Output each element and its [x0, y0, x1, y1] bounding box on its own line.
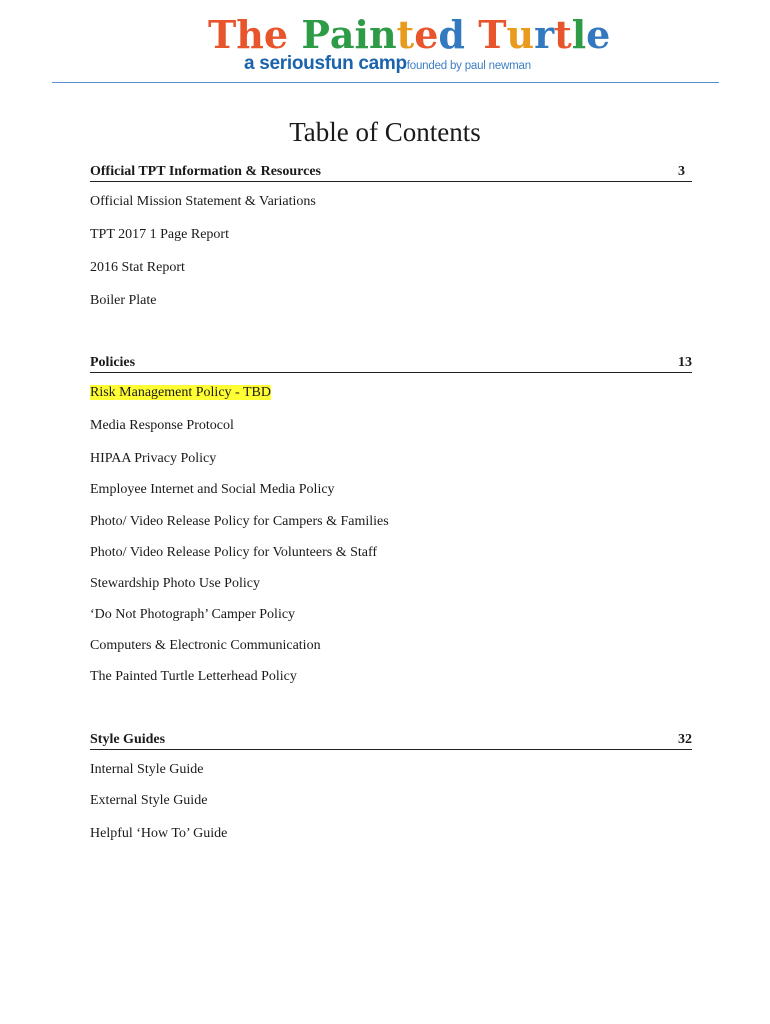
logo-letter [288, 12, 301, 58]
toc-item[interactable]: Photo/ Video Release Policy for Campers & Families [90, 514, 389, 529]
toc-item-highlighted[interactable] [90, 384, 271, 402]
toc-item[interactable]: Stewardship Photo Use Policy [90, 576, 260, 591]
logo-letter: l [571, 12, 587, 57]
toc-item[interactable]: HIPAA Privacy Policy [90, 451, 217, 466]
toc-item[interactable]: Internal Style Guide [90, 762, 204, 777]
logo-letter: T [478, 12, 507, 57]
section-label: Official TPT Information & Resources [90, 164, 321, 179]
logo-letter: a [329, 12, 355, 57]
logo-letter: n [368, 12, 397, 57]
logo-letter: t [396, 12, 415, 57]
toc-item[interactable]: ‘Do Not Photograph’ Camper Policy [90, 607, 296, 622]
highlighted-text: Risk Management Policy - TBD [90, 385, 271, 400]
page-title: Table of Contents [289, 117, 481, 147]
logo-founded-line: founded by paul newman [406, 60, 531, 72]
logo-letter: P [301, 12, 330, 57]
logo-letter: i [354, 12, 369, 57]
toc-item[interactable]: External Style Guide [90, 793, 208, 808]
toc-item[interactable]: TPT 2017 1 Page Report [90, 227, 229, 242]
camp-logo [0, 12, 770, 76]
section-label: Style Guides [90, 732, 166, 747]
section-page-number: 32 [678, 732, 692, 747]
toc-item[interactable]: Official Mission Statement & Variations [90, 194, 316, 209]
logo-title [208, 12, 610, 58]
logo-tagline [244, 53, 531, 75]
section-page-number: 3 [678, 164, 685, 179]
header-divider [52, 82, 719, 83]
logo-camp-line: a seriousfun camp [244, 53, 407, 74]
logo-letter: r [534, 12, 555, 57]
logo-letter: h [236, 12, 264, 57]
toc-item[interactable]: Helpful ‘How To’ Guide [90, 826, 228, 841]
logo-letter: T [208, 12, 237, 57]
toc-item[interactable]: Boiler Plate [90, 293, 157, 308]
logo-letter [465, 12, 478, 58]
toc-section-heading[interactable] [90, 729, 692, 750]
toc-item[interactable]: Media Response Protocol [90, 418, 234, 433]
toc-item[interactable]: Computers & Electronic Communication [90, 638, 321, 653]
logo-letter: e [586, 12, 611, 57]
logo-letter: d [438, 12, 465, 57]
logo-letter: e [263, 12, 289, 57]
toc-item[interactable]: The Painted Turtle Letterhead Policy [90, 669, 297, 684]
toc-section-heading[interactable] [90, 352, 692, 373]
toc-item[interactable]: Photo/ Video Release Policy for Volunteers & Staff [90, 545, 378, 560]
logo-letter: u [506, 12, 535, 57]
toc-item[interactable]: Employee Internet and Social Media Policy [90, 482, 335, 497]
section-label: Policies [90, 355, 136, 370]
logo-letter: t [554, 12, 572, 57]
section-page-number: 13 [678, 355, 692, 370]
toc-item[interactable]: 2016 Stat Report [90, 260, 185, 275]
logo-letter: e [414, 12, 439, 57]
toc-section-heading[interactable] [90, 161, 692, 182]
